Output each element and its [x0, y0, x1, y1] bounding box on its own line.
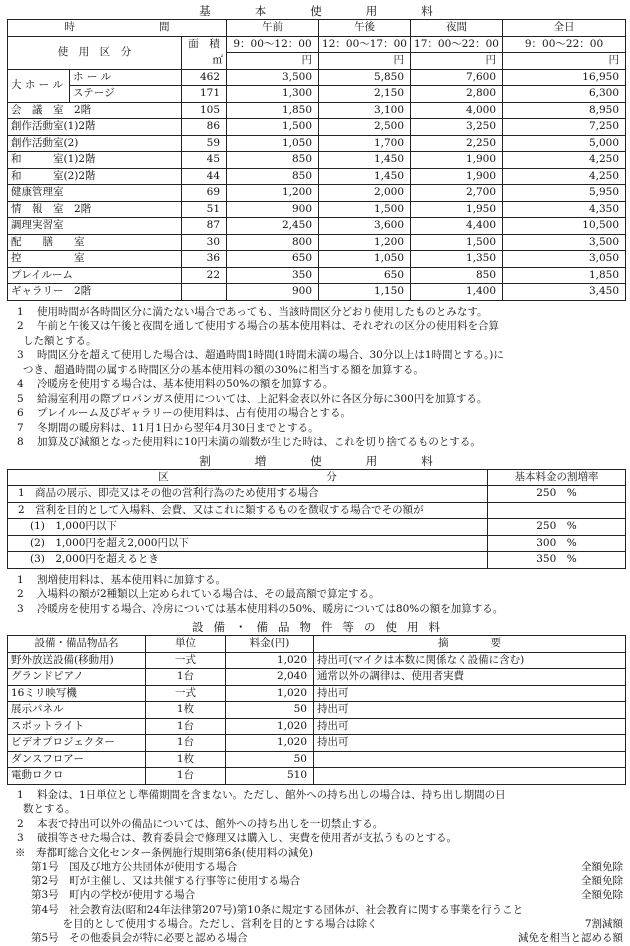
note-line: 冷暖房を使用する場合、冷房については基本使用料の50%、暖房については80%の額を加算する。 [37, 602, 504, 615]
equipment-unit: 1枚 [146, 751, 226, 768]
equipment-remarks: 持出可 [314, 685, 626, 702]
equipment-fee: 1,020 [226, 652, 314, 669]
equipment-title-char: 品 [278, 620, 290, 634]
room-area [182, 284, 227, 301]
room-area: 462 [182, 69, 227, 86]
surcharge-title-char: 用 [365, 453, 378, 468]
header-morning: 午前 [227, 20, 319, 37]
fee-day: 5,000 [503, 135, 626, 152]
surcharge-condition: (1) 1,000円以下 [8, 519, 488, 536]
exemption-item [7, 860, 625, 874]
note-line: 午前と午後又は午後と夜間を通して使用する場合の基本使用料は、それぞれの区分の使用料を合算 [37, 320, 499, 332]
fee-pm: 1,050 [319, 251, 411, 268]
fee-day: 4,250 [503, 152, 626, 169]
fee-am: 850 [227, 152, 319, 169]
note-item [7, 421, 625, 436]
header-night: 夜間 [411, 20, 503, 37]
fee-am: 1,850 [227, 102, 319, 119]
note-line: 破損等させた場合は、教育委員会で修理又は購入し、実費を使用者が支払うものとする。 [37, 832, 457, 844]
fee-night: 3,250 [411, 119, 503, 136]
fee-night: 4,400 [411, 218, 503, 235]
fee-night: 2,700 [411, 185, 503, 202]
fee-day: 5,950 [503, 185, 626, 202]
note-number: 3 [17, 602, 24, 615]
fee-pm: 2,150 [319, 86, 411, 103]
fee-night: 1,400 [411, 284, 503, 301]
fee-am: 800 [227, 234, 319, 251]
equipment-fee: 2,040 [226, 669, 314, 686]
fee-night: 1,950 [411, 201, 503, 218]
note-item [7, 573, 625, 588]
room-name: ホ ー ル [70, 69, 182, 86]
equipment-fee: 50 [226, 751, 314, 768]
equipment-name: グランドピアノ [8, 669, 146, 686]
fee-night: 1,900 [411, 168, 503, 185]
basic-title-char: 使 [310, 4, 322, 18]
room-area: 51 [182, 201, 227, 218]
equipment-remarks [314, 768, 626, 785]
basic-fee-row [8, 185, 626, 202]
equipment-row [8, 735, 626, 752]
fee-am: 900 [227, 201, 319, 218]
equipment-table [7, 635, 626, 785]
note-number: 1 [17, 573, 24, 586]
fee-night: 7,600 [411, 69, 503, 86]
surcharge-table [7, 469, 626, 569]
equipment-row [8, 768, 626, 785]
equipment-title-char: 用 [407, 620, 419, 634]
basic-fee-row [8, 201, 626, 218]
note-number: 6 [17, 407, 24, 419]
note-number: 7 [17, 421, 24, 434]
fee-am: 850 [227, 168, 319, 185]
note-item [7, 392, 625, 407]
yen-unit: 円 [411, 53, 503, 70]
equipment-title-char: の [364, 620, 376, 634]
fee-am: 1,050 [227, 135, 319, 152]
fee-am: 2,450 [227, 218, 319, 235]
basic-fee-row [8, 251, 626, 268]
room-area: 105 [182, 102, 227, 119]
equipment-name: 16ミリ映写機 [8, 685, 146, 702]
surcharge-row [8, 502, 626, 519]
basic-fee-row [8, 102, 626, 119]
fee-night: 850 [411, 267, 503, 284]
equipment-header-fee: 料金(円) [226, 636, 314, 653]
basic-fee-row [8, 86, 626, 103]
basic-fee-row [8, 284, 626, 301]
equipment-fee: 1,020 [226, 718, 314, 735]
basic-title-char: 料 [421, 4, 433, 18]
equipment-title-char: 備 [256, 620, 268, 634]
header-category: 使 用 区 分 [8, 36, 182, 69]
exemption-result: 全額免除 [581, 889, 623, 902]
fee-day: 7,250 [503, 119, 626, 136]
equipment-row [8, 685, 626, 702]
fee-am: 1,300 [227, 86, 319, 103]
surcharge-rate: 250 % [488, 486, 626, 503]
surcharge-rate: 250 % [488, 519, 626, 536]
fee-night: 2,800 [411, 86, 503, 103]
fee-day: 8,950 [503, 102, 626, 119]
exemption-heading: ※ 寿都町総合文化センター条例施行規則第6条(使用料の減免) [15, 846, 313, 859]
basic-fee-row [8, 267, 626, 284]
surcharge-row [8, 552, 626, 569]
note-line: 入場料の額が2種類以上定められている場合は、その最高額で算定する。 [37, 588, 380, 600]
room-area: 171 [182, 86, 227, 103]
time-night: 17：00～22：00 [411, 36, 503, 53]
equipment-remarks: 持出可 [314, 735, 626, 752]
room-name: 会 議 室 2階 [8, 102, 182, 119]
room-name: 配 膳 室 [8, 234, 182, 251]
basic-title-char: 用 [365, 4, 378, 18]
equipment-fee: 1,020 [226, 685, 314, 702]
equipment-row [8, 669, 626, 686]
note-item [7, 602, 625, 617]
equipment-header-unit: 単位 [146, 636, 226, 653]
equipment-row [8, 718, 626, 735]
exemption-text: 第3号 町内の学校が使用する場合 [31, 889, 196, 902]
basic-fee-notes [7, 305, 625, 450]
exemption-item [7, 903, 625, 917]
equipment-unit: 1台 [146, 735, 226, 752]
header-allday: 全日 [503, 20, 626, 37]
equipment-title-char: 物 [299, 620, 311, 634]
note-item [7, 587, 625, 602]
exemption-text: 第1号 国及び地方公共団体が使用する場合 [31, 860, 238, 873]
fee-night: 1,900 [411, 152, 503, 169]
fee-pm: 3,600 [319, 218, 411, 235]
note-item [7, 435, 625, 450]
equipment-unit: 1台 [146, 669, 226, 686]
exemption-item [7, 874, 625, 888]
room-area: 86 [182, 119, 227, 136]
fee-day: 4,250 [503, 168, 626, 185]
note-line: 冷暖房を使用する場合は、基本使用料の50%の額を加算する。 [37, 378, 334, 390]
fee-night: 2,250 [411, 135, 503, 152]
fee-pm: 3,100 [319, 102, 411, 119]
note-line: プレイルーム及びギャラリーの使用料は、占有使用の場合とする。 [37, 407, 352, 419]
fee-day: 1,850 [503, 267, 626, 284]
equipment-unit: 1台 [146, 718, 226, 735]
equipment-name: 展示パネル [8, 702, 146, 719]
fee-day: 4,350 [503, 201, 626, 218]
fee-am: 1,200 [227, 185, 319, 202]
exemption-result: 全額免除 [581, 860, 623, 873]
fee-am: 3,500 [227, 69, 319, 86]
fee-pm: 2,500 [319, 119, 411, 136]
basic-fee-row [8, 152, 626, 169]
room-name: ステージ [70, 86, 182, 103]
basic-fee-row [8, 69, 626, 86]
exemption-text: 第4号 社会教育法(昭和24年法律第207号)第10条に規定する団体が、社会教育に関する事業を行うこと [31, 903, 524, 916]
note-number: 2 [17, 588, 24, 600]
note-line: 料金は、1日単位とし準備期間を含まない。ただし、館外への持ち出しの場合は、持ち出し期間の日 [37, 788, 506, 801]
room-name: 和 室(1)2階 [8, 152, 182, 169]
room-name: 創作活動室(2) [8, 135, 182, 152]
room-name: 和 室(2)2階 [8, 168, 182, 185]
surcharge-row [8, 535, 626, 552]
room-name: プレイルーム [8, 267, 182, 284]
equipment-name: 電動ロクロ [8, 768, 146, 785]
surcharge-rate: 350 % [488, 552, 626, 569]
surcharge-title-char: 使 [310, 453, 322, 468]
note-line: 使用時間が各時間区分に満たない場合であっても、当該時間区分どおり使用したものとみなす。 [37, 305, 488, 318]
note-line: 割増使用料は、基本使用料に加算する。 [37, 573, 226, 586]
equipment-title-char: 設 [192, 620, 204, 634]
fee-pm: 2,000 [319, 185, 411, 202]
equipment-fee: 50 [226, 702, 314, 719]
equipment-title [7, 619, 625, 635]
exemption-text: を目的として使用する場合。ただし、営利を目的とする場合は除く [31, 917, 378, 930]
header-afternoon: 午後 [319, 20, 411, 37]
fee-pm: 1,150 [319, 284, 411, 301]
equipment-row [8, 652, 626, 669]
fee-am: 650 [227, 251, 319, 268]
equipment-title-char: ・ [235, 620, 247, 634]
basic-title-char: 基 [199, 4, 211, 18]
surcharge-header-rate: 基本料金の割増率 [488, 469, 626, 486]
exemption-section [7, 846, 625, 946]
note-line: 数とする。 [23, 803, 76, 815]
equipment-remarks: 通常以外の調律は、使用者実費 [314, 669, 626, 686]
equipment-header-remarks: 摘 要 [314, 636, 626, 653]
room-name: 創作活動室(1)2階 [8, 119, 182, 136]
fee-night: 1,500 [411, 234, 503, 251]
note-item [7, 788, 625, 817]
surcharge-condition: (2) 1,000円を超え2,000円以下 [8, 535, 488, 552]
surcharge-title-char: 割 [199, 453, 211, 468]
note-item [7, 305, 625, 320]
surcharge-header-category: 区 分 [8, 469, 488, 486]
fee-am: 350 [227, 267, 319, 284]
fee-document [7, 0, 625, 946]
equipment-unit: 1枚 [146, 702, 226, 719]
note-item [7, 319, 625, 348]
basic-fee-row [8, 168, 626, 185]
time-afternoon: 12：00～17：00 [319, 36, 411, 53]
surcharge-rate [488, 502, 626, 519]
yen-unit: 円 [319, 53, 411, 70]
equipment-name: ビデオプロジェクター [8, 735, 146, 752]
note-line: 本表で持出可以外の備品については、館外への持ち出しを一切禁止する。 [37, 817, 384, 830]
header-time: 時 間 [8, 20, 227, 37]
fee-pm: 1,200 [319, 234, 411, 251]
fee-day: 10,500 [503, 218, 626, 235]
equipment-row [8, 751, 626, 768]
surcharge-row [8, 486, 626, 503]
room-area: 45 [182, 152, 227, 169]
surcharge-condition: 1 商品の展示、即売又はその他の営利行為のため使用する場合 [8, 486, 488, 503]
note-number: 1 [17, 305, 24, 318]
note-number: 3 [17, 832, 24, 844]
note-item [7, 817, 625, 832]
equipment-title-char: 件 [321, 620, 333, 634]
exemption-result: 減免を相当と認める額 [518, 932, 623, 945]
note-number: 4 [17, 378, 24, 390]
note-item [7, 831, 625, 846]
room-area: 36 [182, 251, 227, 268]
exemption-result: 7割減額 [584, 917, 623, 930]
room-area: 59 [182, 135, 227, 152]
room-name: ギャラリー 2階 [8, 284, 182, 301]
fee-pm: 5,850 [319, 69, 411, 86]
fee-pm: 1,500 [319, 201, 411, 218]
note-line: した額とする。 [23, 334, 97, 347]
room-area: 30 [182, 234, 227, 251]
room-area: 22 [182, 267, 227, 284]
surcharge-row [8, 519, 626, 536]
exemption-result: 全額免除 [581, 875, 623, 888]
note-item [7, 406, 625, 421]
note-line: 給湯室利用の際プロパンガス使用については、上記料金表以外に各区分毎に300円を加算する。 [37, 392, 488, 405]
surcharge-rate: 300 % [488, 535, 626, 552]
time-allday: 9：00～22：00 [503, 36, 626, 53]
room-area: 44 [182, 168, 227, 185]
time-morning: 9：00～12：00 [227, 36, 319, 53]
note-number: 5 [17, 392, 24, 405]
note-item [7, 377, 625, 392]
equipment-title-char: 使 [385, 620, 397, 634]
yen-unit: 円 [227, 53, 319, 70]
equipment-unit: 一式 [146, 652, 226, 669]
basic-fee-table [7, 19, 626, 301]
fee-day: 3,450 [503, 284, 626, 301]
exemption-item [7, 888, 625, 902]
equipment-row [8, 702, 626, 719]
basic-fee-row [8, 218, 626, 235]
note-line: 冬期間の暖房料は、11月1日から翌年4月30日までとする。 [37, 421, 319, 434]
note-line: 時間区分を超えて使用した場合は、超過時間1時間(1時間未満の場合、30分以上は1時間とする。)に [37, 349, 504, 361]
surcharge-notes [7, 573, 625, 617]
note-number: 1 [17, 788, 24, 801]
fee-day: 6,300 [503, 86, 626, 103]
exemption-item [7, 917, 625, 931]
exemption-item [7, 931, 625, 945]
equipment-title-char: 等 [342, 620, 354, 634]
hall-label: 大 ホ ー ル [8, 69, 70, 102]
fee-pm: 650 [319, 267, 411, 284]
fee-pm: 1,450 [319, 168, 411, 185]
surcharge-condition: (3) 2,000円を超えるとき [8, 552, 488, 569]
equipment-name: 野外放送設備(移動用) [8, 652, 146, 669]
equipment-header-name: 設備・備品物品名 [8, 636, 146, 653]
header-area: 面 積 ㎡ [182, 36, 227, 69]
room-name: 情 報 室 2階 [8, 201, 182, 218]
exemption-text: 第2号 町が主催し、又は共催する行事等に使用する場合 [31, 875, 301, 888]
note-number: 2 [17, 817, 24, 830]
surcharge-title [7, 453, 625, 469]
equipment-title-char: 料 [428, 620, 440, 634]
basic-fee-row [8, 119, 626, 136]
fee-day: 16,950 [503, 69, 626, 86]
equipment-name: ダンスフロアー [8, 751, 146, 768]
note-line: 加算及び減額となった使用料に10円未満の端数が生じた時は、これを切り捨てるものとする。 [37, 436, 481, 448]
exemption-text: 第5号 その他委員会が特に必要と認める場合 [31, 932, 248, 945]
fee-am: 1,500 [227, 119, 319, 136]
fee-day: 3,500 [503, 234, 626, 251]
fee-am: 900 [227, 284, 319, 301]
note-number: 2 [17, 320, 24, 332]
basic-fee-row [8, 234, 626, 251]
basic-fee-title [7, 3, 625, 19]
equipment-name: スポットライト [8, 718, 146, 735]
room-name: 控 室 [8, 251, 182, 268]
equipment-fee: 510 [226, 768, 314, 785]
fee-night: 1,350 [411, 251, 503, 268]
equipment-remarks: 持出可 [314, 718, 626, 735]
room-name: 調理実習室 [8, 218, 182, 235]
yen-unit: 円 [503, 53, 626, 70]
note-number: 3 [17, 349, 24, 361]
equipment-unit: 1台 [146, 768, 226, 785]
room-name: 健康管理室 [8, 185, 182, 202]
equipment-remarks: 持出可 [314, 702, 626, 719]
note-item [7, 348, 625, 377]
equipment-title-char: 備 [213, 620, 225, 634]
equipment-unit: 一式 [146, 685, 226, 702]
note-line: つき、超過時間の属する時間区分の基本使用料の額の30%に相当する額を加算する。 [23, 363, 424, 376]
equipment-remarks [314, 751, 626, 768]
fee-day: 3,050 [503, 251, 626, 268]
equipment-remarks: 持出可(マイクは本数に関係なく設備に含む) [314, 652, 626, 669]
surcharge-title-char: 増 [254, 453, 267, 468]
equipment-notes [7, 788, 625, 846]
basic-fee-row [8, 135, 626, 152]
note-number: 8 [17, 436, 24, 448]
surcharge-title-char: 料 [421, 453, 433, 468]
equipment-fee: 1,020 [226, 735, 314, 752]
fee-pm: 1,700 [319, 135, 411, 152]
fee-night: 4,000 [411, 102, 503, 119]
room-area: 69 [182, 185, 227, 202]
basic-title-char: 本 [254, 4, 267, 18]
fee-pm: 1,450 [319, 152, 411, 169]
room-area: 87 [182, 218, 227, 235]
surcharge-condition: 2 営利を目的として入場料、会費、又はこれに類するものを徴収する場合でその額が [8, 502, 488, 519]
